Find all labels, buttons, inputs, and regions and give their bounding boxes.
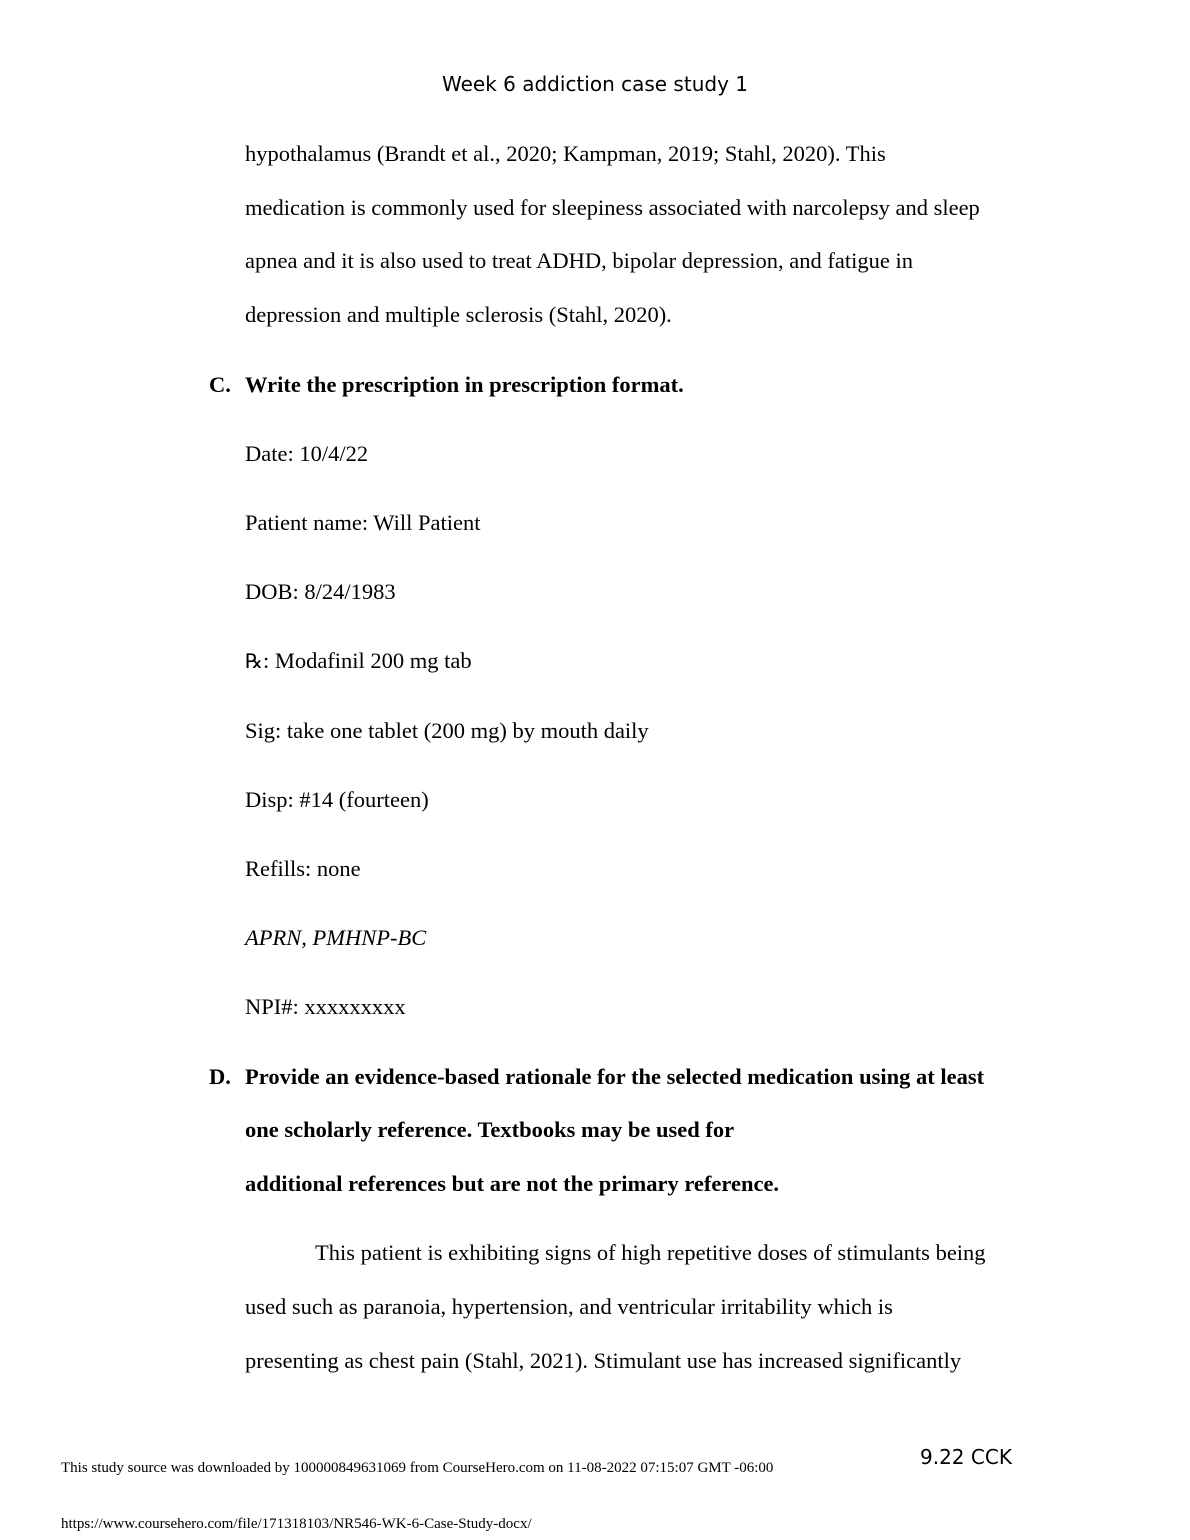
intro-line-3: apnea and it is also used to treat ADHD, bipolar depression, and fatigue in bbox=[245, 248, 913, 273]
page-footer-label: 9.22 CCK bbox=[920, 1445, 1012, 1469]
rationale-line-3: presenting as chest pain (Stahl, 2021). Stimulant use has increased significantly bbox=[245, 1348, 962, 1373]
rx-sig: Sig: take one tablet (200 mg) by mouth daily bbox=[245, 718, 649, 743]
rationale-line-2: used such as paranoia, hypertension, and ventricular irritability which is bbox=[245, 1294, 893, 1319]
intro-line-2: medication is commonly used for sleepiness associated with narcolepsy and sleep bbox=[245, 195, 980, 220]
rx-symbol: ℞ bbox=[245, 649, 263, 673]
intro-line-1: hypothalamus (Brandt et al., 2020; Kampman, 2019; Stahl, 2020). This bbox=[245, 141, 886, 166]
rationale-line-1: This patient is exhibiting signs of high repetitive doses of stimulants being bbox=[315, 1240, 986, 1265]
section-c-marker: C. bbox=[209, 372, 231, 397]
source-url: https://www.coursehero.com/file/171318103/NR546-WK-6-Case-Study-docx/ bbox=[61, 1516, 532, 1532]
rx-drug-line bbox=[245, 646, 472, 676]
rx-patient-name: Patient name: Will Patient bbox=[245, 510, 481, 535]
section-d-heading-line-3: additional references but are not the primary reference. bbox=[245, 1171, 780, 1196]
section-d-heading-line-2: one scholarly reference. Textbooks may be used for bbox=[245, 1117, 735, 1142]
rx-npi: NPI#: xxxxxxxxx bbox=[245, 994, 406, 1019]
section-c-heading: Write the prescription in prescription format. bbox=[245, 372, 684, 397]
page-header-title: Week 6 addiction case study 1 bbox=[442, 72, 748, 96]
rx-date: Date: 10/4/22 bbox=[245, 441, 369, 466]
rx-dob: DOB: 8/24/1983 bbox=[245, 579, 396, 604]
rx-refills: Refills: none bbox=[245, 856, 361, 881]
rx-drug: : Modafinil 200 mg tab bbox=[262, 648, 472, 673]
rx-disp: Disp: #14 (fourteen) bbox=[245, 787, 429, 812]
section-d-heading-line-1: Provide an evidence-based rationale for the selected medication using at least bbox=[245, 1064, 985, 1089]
intro-line-4: depression and multiple sclerosis (Stahl, 2020). bbox=[245, 302, 672, 327]
download-note: This study source was downloaded by 100000849631069 from CourseHero.com on 11-08-2022 07:15:07 GMT -06:00 bbox=[61, 1460, 774, 1476]
section-d-marker: D. bbox=[209, 1064, 231, 1089]
rx-credentials: APRN, PMHNP-BC bbox=[245, 925, 427, 950]
